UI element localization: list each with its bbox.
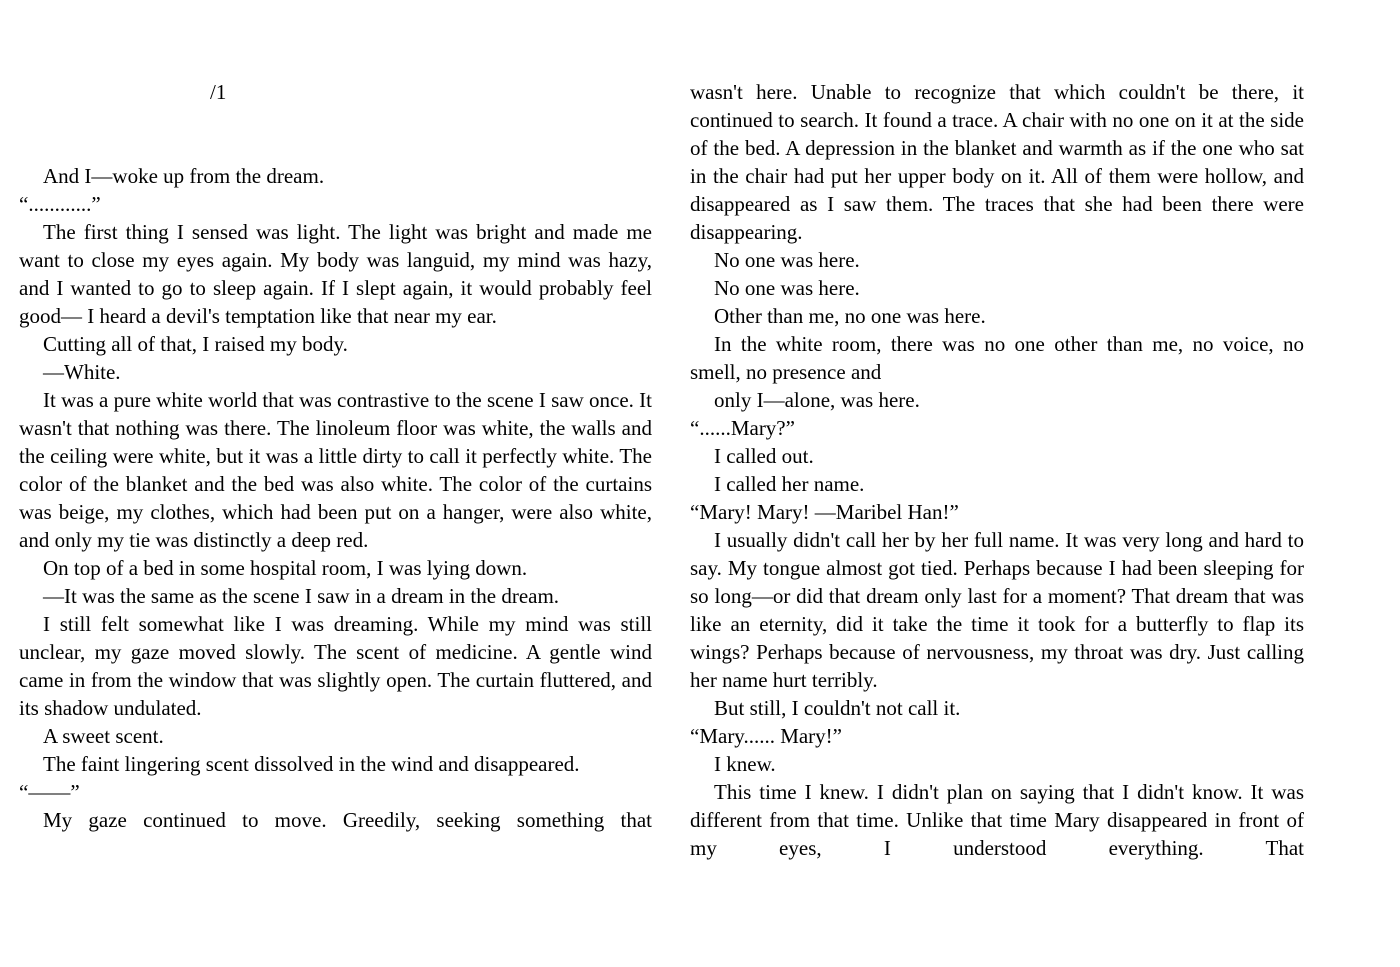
paragraph: Other than me, no one was here. [714, 304, 986, 328]
paragraph: —White. [43, 360, 121, 384]
paragraph: wasn't here. Unable to recognize that which couldn't be there, it continued to search. It found a trace. A chair with no one on it at the side of the bed. A depression in the blanket and warmth as if the one who sat in the chair had put her upper body on it. All of them were hollow, and disappeared as I saw them. The traces that she had been there were disappearing. [690, 80, 1304, 244]
paragraph: I called out. [714, 444, 814, 468]
paragraph: Cutting all of that, I raised my body. [43, 332, 348, 356]
paragraph: I still felt somewhat like I was dreaming. While my mind was still unclear, my gaze moved slowly. The scent of medicine. A gentle wind came in from the window that was slightly open. The curtain fluttered, and its shadow undulated. [19, 612, 652, 720]
paragraph: “......Mary?” [690, 416, 795, 440]
paragraph: only I—alone, was here. [714, 388, 920, 412]
paragraph: A sweet scent. [43, 724, 164, 748]
page-number: /1 [210, 80, 227, 104]
paragraph: My gaze continued to move. Greedily, seeking something that [43, 808, 652, 832]
paragraph: “............” [19, 192, 101, 216]
paragraph: “Mary...... Mary!” [690, 724, 842, 748]
paragraph: But still, I couldn't not call it. [714, 696, 961, 720]
paragraph: I called her name. [714, 472, 865, 496]
paragraph: It was a pure white world that was contrastive to the scene I saw once. It wasn't that nothing was there. The linoleum floor was white, the walls and the ceiling were white, but it was a little dirty to call it perfectly white. The color of the blanket and the bed was also white. The color of the curtains was beige, my clothes, which had been put on a hanger, were also white, and only my tie was distinctly a deep red. [19, 388, 652, 552]
paragraph: And I—woke up from the dream. [43, 164, 325, 188]
paragraph: On top of a bed in some hospital room, I was lying down. [43, 556, 528, 580]
paragraph: I knew. [714, 752, 776, 776]
paragraph: I usually didn't call her by her full name. It was very long and hard to say. My tongue almost got tied. Perhaps because I had been sleeping for so long—or did that dream only last for a moment? That dream that was like an eternity, did it take the time it took for a butterfly to flap its wings? Perhaps because of nervousness, my throat was dry. Just calling her name hurt terribly. [690, 528, 1304, 692]
paragraph: The first thing I sensed was light. The light was bright and made me want to close my eyes again. My body was languid, my mind was hazy, and I wanted to go to sleep again. If I slept again, it would probably feel good— I heard a devil's temptation like that near my ear. [19, 220, 652, 328]
paragraph: In the white room, there was no one other than me, no voice, no smell, no presence and [690, 332, 1304, 384]
right-text-column [690, 78, 1304, 862]
paragraph: This time I knew. I didn't plan on saying that I didn't know. It was different from that time. Unlike that time Mary disappeared in front of my eyes, I understood everything. That [690, 780, 1304, 860]
paragraph: No one was here. [714, 248, 860, 272]
paragraph: “Mary! Mary! —Maribel Han!” [690, 500, 959, 524]
paragraph: No one was here. [714, 276, 860, 300]
left-text-column [19, 162, 652, 834]
paragraph: —It was the same as the scene I saw in a dream in the dream. [43, 584, 560, 608]
paragraph: The faint lingering scent dissolved in the wind and disappeared. [43, 752, 580, 776]
paragraph: “——” [19, 780, 80, 804]
